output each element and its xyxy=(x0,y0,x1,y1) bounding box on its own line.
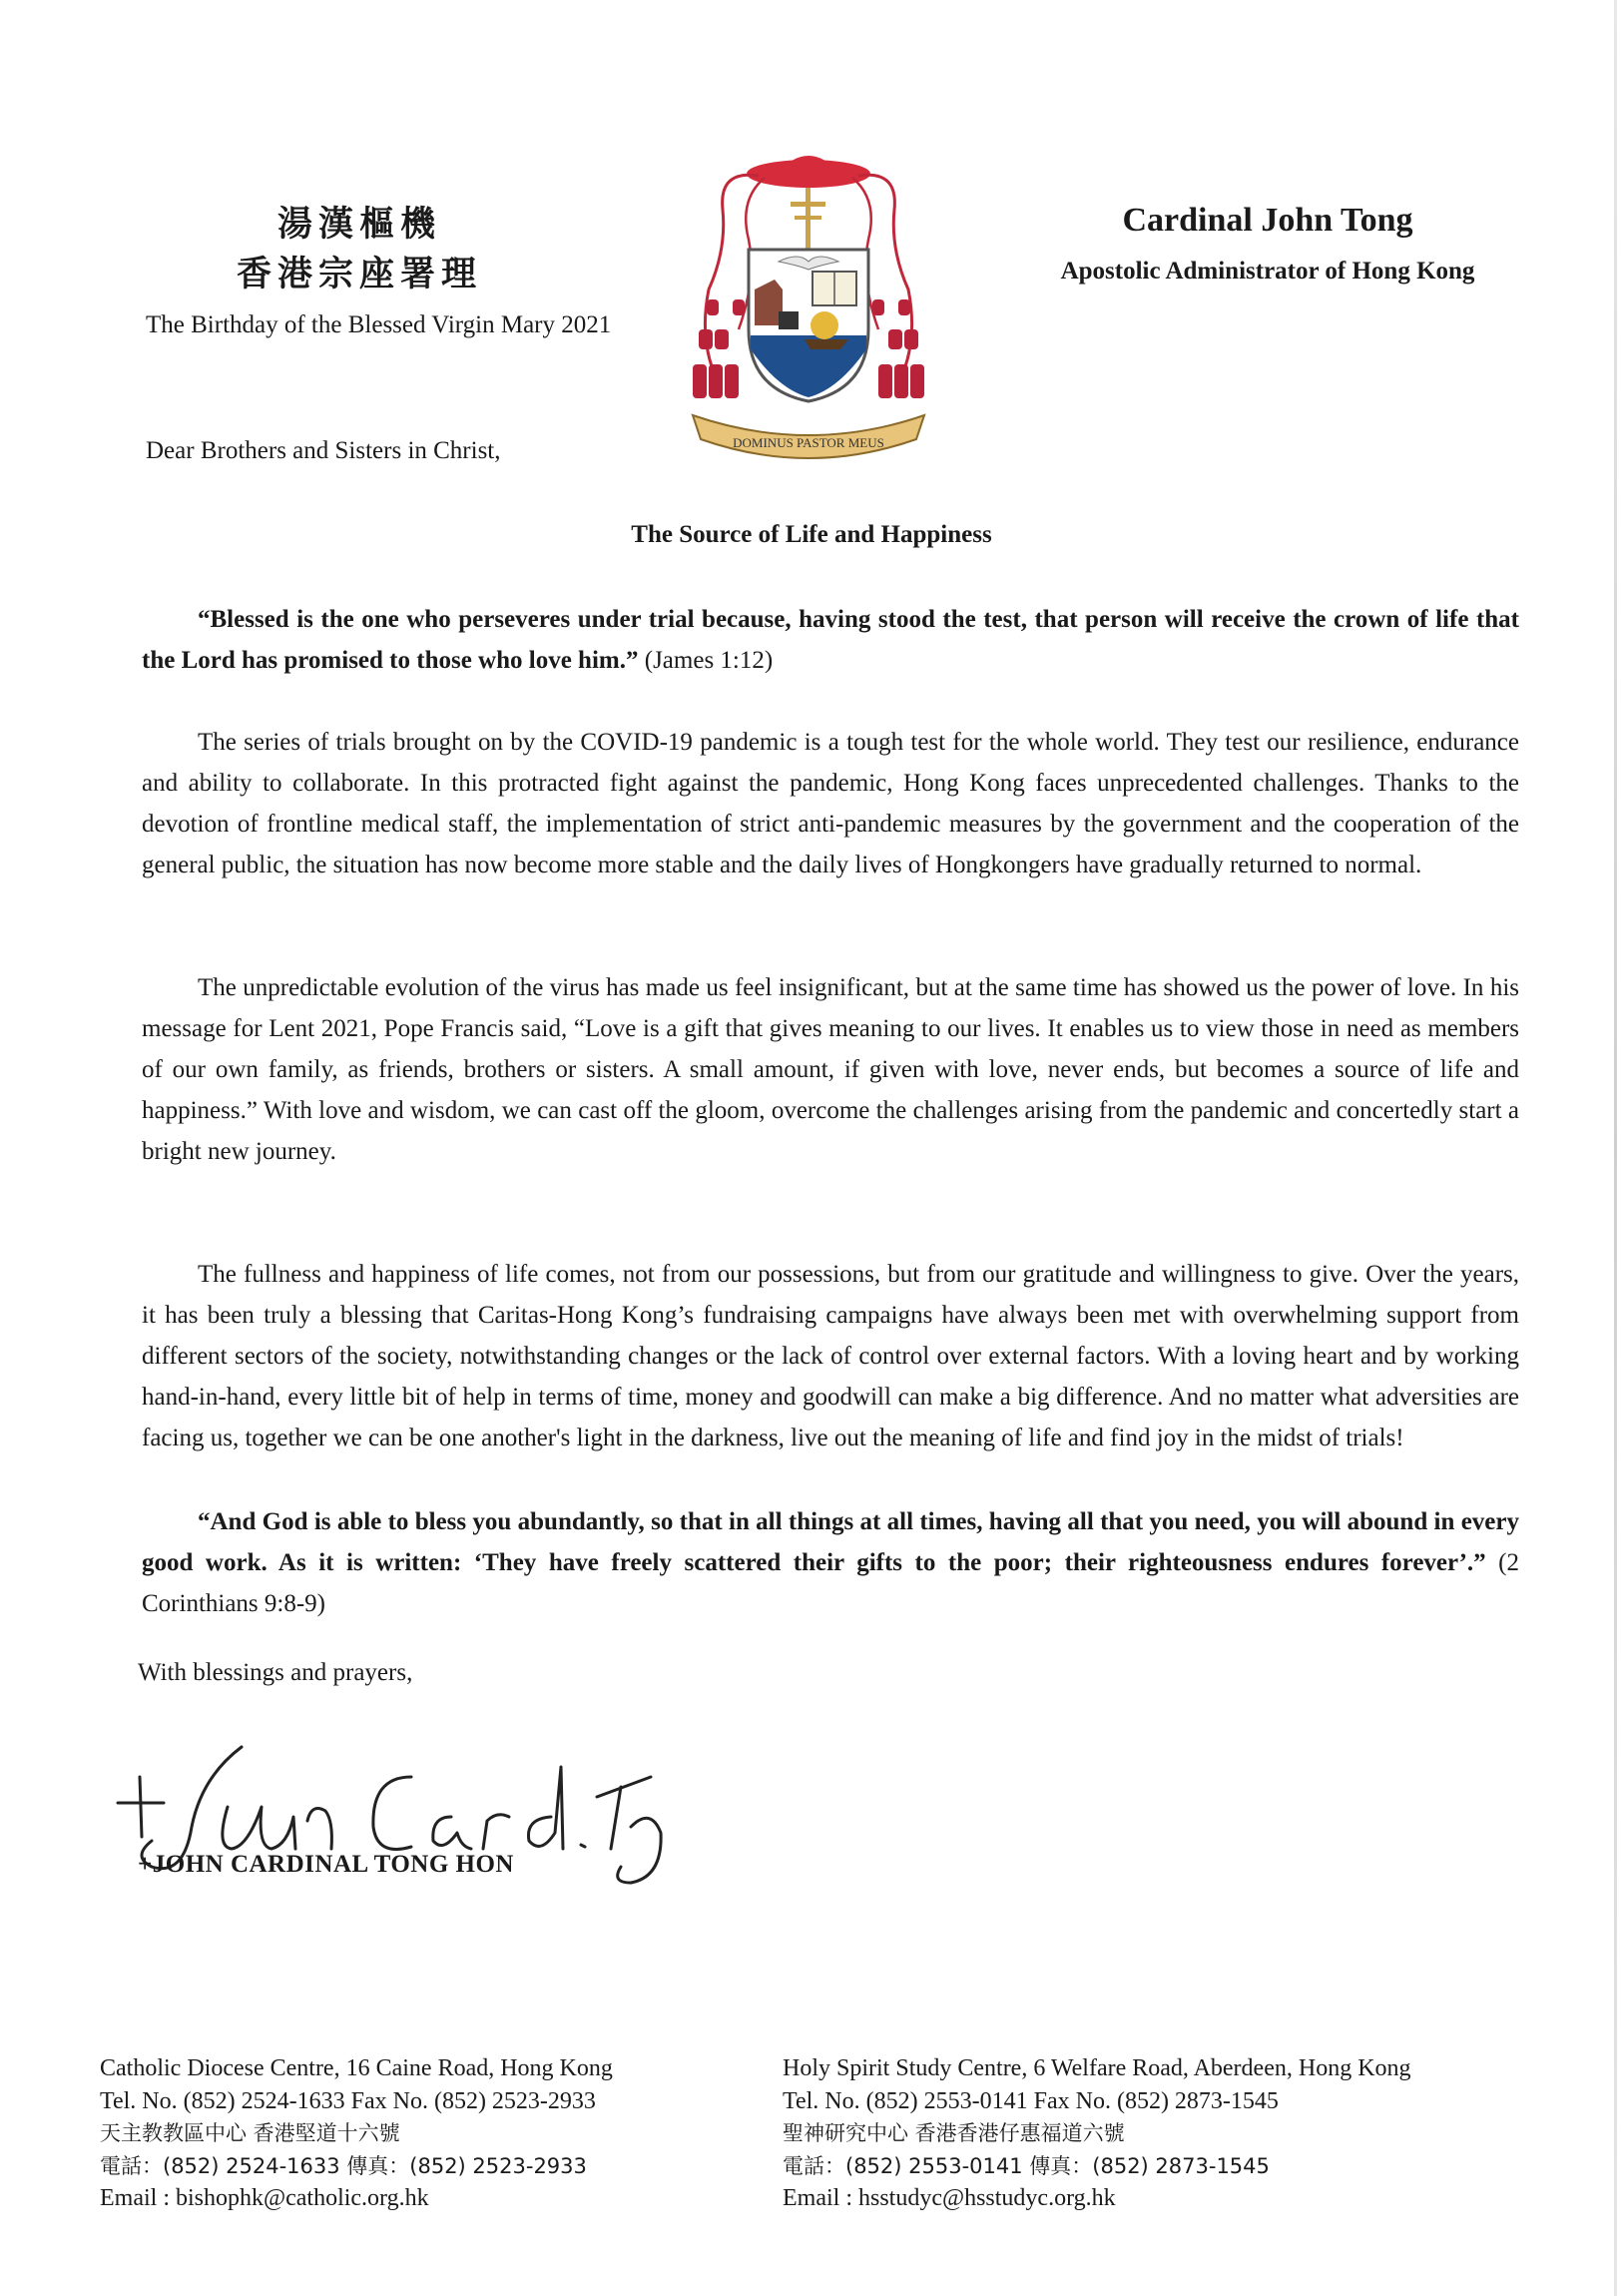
cardinal-office: Apostolic Administrator of Hong Kong xyxy=(1060,258,1475,285)
footer-left-address: Catholic Diocese Centre, 16 Caine Road, Hong Kong xyxy=(100,2055,613,2081)
footer-right-address-cn: 聖神研究中心 香港香港仔惠福道六號 xyxy=(783,2121,1125,2145)
paragraph-3: The fullness and happiness of life comes, not from our possessions, but from our gratitude and willingness to give. Over the years, it has been truly a blessing that Caritas-Hong Kong’s fundraising campaigns have always been met with overwhelming support from different sectors of the society, notwithstanding changes or the lack of control over external factors. With a loving heart and by working hand-in-hand, every little bit of help in terms of time, money and goodwill can make a big difference. And no matter what adversities are facing us, together we can be one another's light in the darkness, live out the meaning of life and find joy in the midst of trials! xyxy=(142,1261,1519,1451)
footer-right-contact xyxy=(783,2052,1411,2215)
footer-left-contact xyxy=(100,2052,613,2215)
opening-quote-ref: (James 1:12) xyxy=(638,647,774,674)
chinese-title-line1: 湯漢樞機 xyxy=(276,205,441,245)
letter-date: The Birthday of the Blessed Virgin Mary 2021 xyxy=(146,311,612,338)
opening-quote xyxy=(142,599,1519,681)
salutation: Dear Brothers and Sisters in Christ, xyxy=(146,437,501,464)
letter-title: The Source of Life and Happiness xyxy=(631,521,992,548)
coat-of-arms-emblem xyxy=(679,140,938,459)
footer-left-phone-cn: 電話：(852) 2524-1633 傳真：(852) 2523-2933 xyxy=(100,2153,587,2178)
footer-right-email: Email : hsstudyc@hsstudyc.org.hk xyxy=(783,2185,1116,2211)
closing-line: With blessings and prayers, xyxy=(138,1659,413,1686)
closing-quote xyxy=(142,1501,1519,1624)
closing-quote-ref: (2 Corinthians 9:8-9) xyxy=(142,1549,1519,1617)
scan-edge-line xyxy=(1614,0,1617,2296)
motto-text: DOMINUS PASTOR MEUS xyxy=(733,435,884,450)
chinese-title-line2: 香港宗座署理 xyxy=(236,255,482,294)
footer-left-phone: Tel. No. (852) 2524-1633 Fax No. (852) 2523-2933 xyxy=(100,2087,596,2114)
paragraph-1: The series of trials brought on by the COVID-19 pandemic is a tough test for the whole world. They test our resilience, endurance and ability to collaborate. In this protracted fight against the pandemic, Hong Kong faces unprecedented challenges. Thanks to the devotion of frontline medical staff, the implementation of strict anti-pandemic measures by the government and the cooperation of the general public, the situation has now become more stable and the daily lives of Hongkongers have gradually returned to normal. xyxy=(142,729,1519,878)
footer-right-address: Holy Spirit Study Centre, 6 Welfare Road, Aberdeen, Hong Kong xyxy=(783,2055,1411,2081)
coat-of-arms xyxy=(679,140,938,459)
footer-left-address-cn: 天主教教區中心 香港堅道十六號 xyxy=(100,2121,400,2145)
footer-left-email: Email : bishophk@catholic.org.hk xyxy=(100,2185,429,2211)
opening-quote-text: “Blessed is the one who perseveres under trial because, having stood the test, that person will receive the crown of life that the Lord has promised to those who love him.” xyxy=(142,606,1519,674)
closing-quote-text: “And God is able to bless you abundantly, so that in all things at all times, having all that you need, you will abound in every good work. As it is written: ‘They have freely scattered their gifts to the poor; their righteousness endures forever’.” xyxy=(142,1508,1519,1576)
footer-right-phone: Tel. No. (852) 2553-0141 Fax No. (852) 2873-1545 xyxy=(783,2087,1279,2114)
cardinal-name: Cardinal John Tong xyxy=(1122,202,1413,239)
signer-name: +JOHN CARDINAL TONG HON xyxy=(138,1851,514,1878)
footer-right-phone-cn: 電話：(852) 2553-0141 傳真：(852) 2873-1545 xyxy=(783,2153,1270,2178)
paragraph-2: The unpredictable evolution of the virus has made us feel insignificant, but at the same time has showed us the power of love. In his message for Lent 2021, Pope Francis said, “Love is a gift that gives meaning to our lives. It enables us to view those in need as members of our own family, as friends, brothers or sisters. A small amount, if given with love, never ends, but becomes a source of life and happiness.” With love and wisdom, we can cast off the gloom, overcome the challenges arising from the pandemic and concertedly start a bright new journey. xyxy=(142,974,1519,1165)
